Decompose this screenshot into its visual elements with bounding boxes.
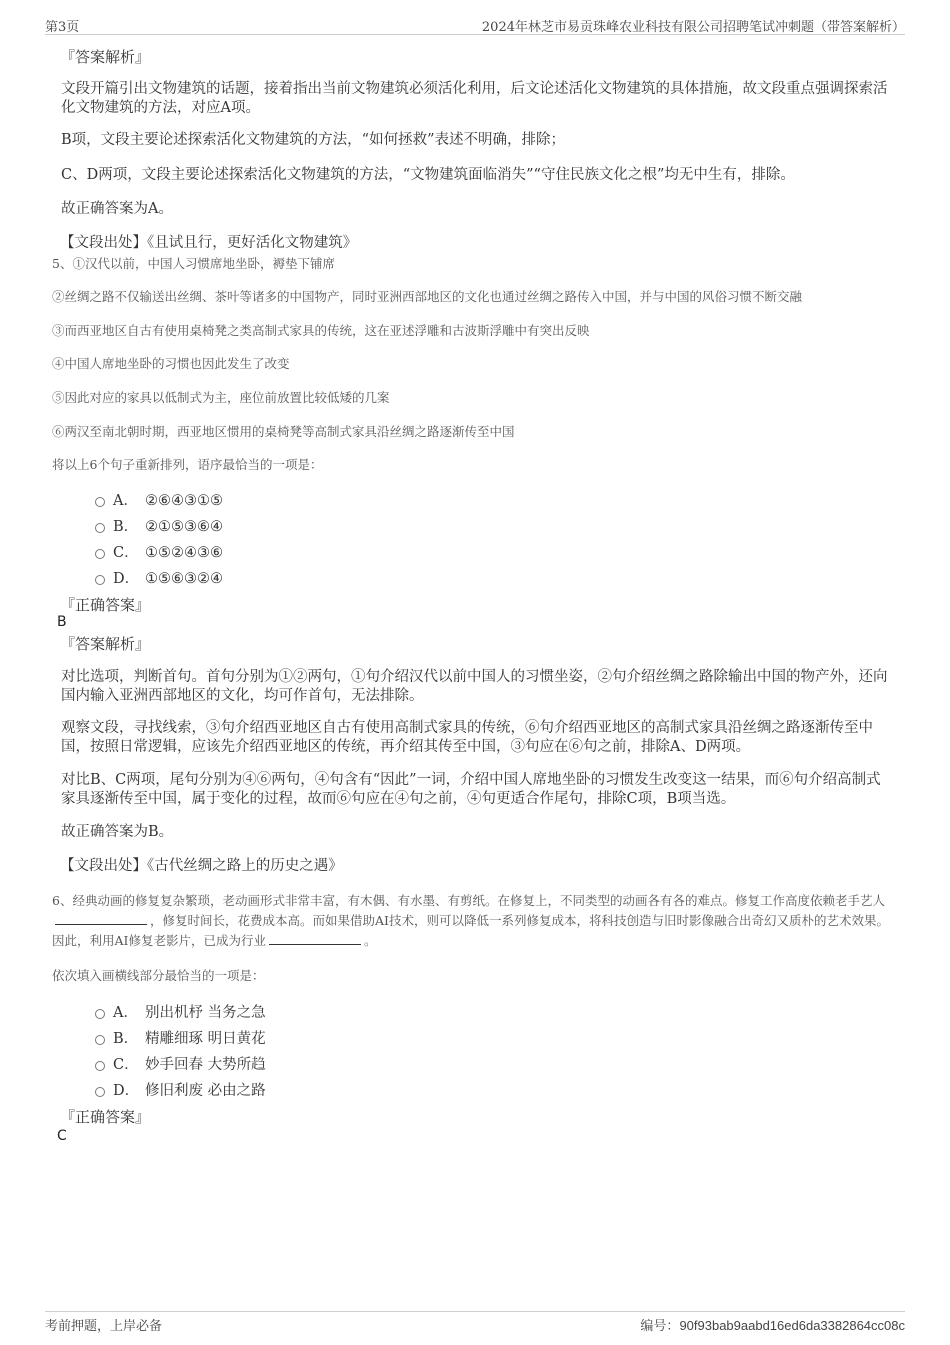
- radio-icon[interactable]: [95, 1061, 105, 1071]
- q5-sentence: ②丝绸之路不仅输送出丝绸、茶叶等诸多的中国物产，同时亚洲西部地区的文化也通过丝绸之路传入中国，并与中国的风俗习惯不断交融: [52, 289, 803, 304]
- q6-question-text: [52, 891, 897, 951]
- page-number: 第3页: [45, 20, 80, 35]
- option-letter: A．: [113, 493, 138, 509]
- q5-option-d[interactable]: [55, 568, 455, 594]
- option-letter: A．: [113, 1005, 138, 1021]
- q5-sentence: ④中国人席地坐卧的习惯也因此发生了改变: [52, 356, 290, 371]
- radio-icon[interactable]: [95, 523, 105, 533]
- q6-text-part: 。: [363, 933, 377, 948]
- option-letter: C．: [113, 1057, 139, 1073]
- q5-analysis-paragraph: 对比B、C两项，尾句分别为④⑥两句，④句含有“因此”一词，介绍中国人席地坐卧的习惯发生改变这一结果，而⑥句介绍高制式家具逐渐传至中国，属于变化的过程，故而⑥句应在④句之前，④句更适合作尾句，排除C项，B项当选。: [61, 772, 881, 807]
- footer-slogan: 考前押题，上岸必备: [45, 1319, 163, 1334]
- page-header: [45, 14, 905, 35]
- option-letter: B．: [113, 1031, 139, 1047]
- page-footer: [45, 1311, 905, 1336]
- q4-analysis-paragraph: C、D两项，文段主要论述探索活化文物建筑的方法，“文物建筑面临消失”“守住民族文化之根”均无中生有，排除。: [61, 167, 795, 183]
- q5-analysis-paragraph: 故正确答案为B。: [61, 824, 174, 840]
- q5-analysis-label: 『答案解析』: [60, 635, 151, 653]
- q5-source: 【文段出处】《古代丝绸之路上的历史之遇》: [60, 858, 343, 874]
- radio-icon[interactable]: [95, 575, 105, 585]
- radio-icon[interactable]: [95, 1087, 105, 1097]
- option-text: ②①⑤③⑥④: [145, 519, 223, 535]
- q4-analysis-label: 『答案解析』: [60, 48, 151, 66]
- document-title: 2024年林芝市易贡珠峰农业科技有限公司招聘笔试冲刺题（带答案解析）: [481, 20, 905, 35]
- q5-correct-label: 『正确答案』: [60, 596, 151, 614]
- fill-blank: [269, 932, 361, 945]
- q6-correct-answer: C: [57, 1128, 67, 1144]
- q6-option-b[interactable]: [55, 1028, 455, 1054]
- q5-sentence: ⑤因此对应的家具以低制式为主，座位前放置比较低矮的几案: [52, 390, 390, 405]
- radio-icon[interactable]: [95, 1009, 105, 1019]
- option-text: 妙手回春 大势所趋: [145, 1057, 266, 1073]
- q4-analysis-paragraph: 文段开篇引出文物建筑的话题，接着指出当前文物建筑必须活化利用，后文论述活化文物建筑的具体措施，故文段重点强调探索活化文物建筑的方法，对应A项。: [61, 81, 888, 116]
- radio-icon[interactable]: [95, 549, 105, 559]
- option-letter: D．: [113, 571, 140, 587]
- q5-correct-answer: B: [57, 614, 67, 630]
- q5-analysis-paragraph: 对比选项，判断首句。首句分别为①②两句，①句介绍汉代以前中国人的习惯坐姿，②句介绍丝绸之路除输出中国的物产外，还向国内输入亚洲西部地区的文化，均可作首句，无法排除。: [61, 669, 888, 704]
- option-text: 修旧利废 必由之路: [145, 1083, 266, 1099]
- q6-option-a[interactable]: [55, 1002, 455, 1028]
- q5-prompt: 将以上6个句子重新排列，语序最恰当的一项是：: [52, 457, 323, 472]
- q5-option-c[interactable]: [55, 542, 455, 568]
- q5-option-b[interactable]: [55, 516, 455, 542]
- q6-correct-label: 『正确答案』: [60, 1108, 151, 1126]
- serial-value: 90f93bab9aabd16ed6da3382864cc08c: [679, 1318, 905, 1333]
- q5-options: [55, 490, 455, 594]
- q6-option-c[interactable]: [55, 1054, 455, 1080]
- option-text: 别出机杼 当务之急: [145, 1005, 266, 1021]
- q4-source: 【文段出处】《且试且行，更好活化文物建筑》: [60, 235, 358, 251]
- option-letter: C．: [113, 545, 139, 561]
- serial-label: 编号：: [640, 1319, 680, 1334]
- q4-analysis-paragraph: B项，文段主要论述探索活化文物建筑的方法，“如何拯救”表述不明确，排除；: [61, 132, 565, 148]
- option-text: ②⑥④③①⑤: [145, 493, 223, 509]
- q6-text-part: ，修复时间长，花费成本高。而如果借助AI技术，则可以降低一系列修复成本，将科技创造与旧时影像融合出奇幻又质朴的艺术效果。因此，利用AI修复老影片，已成为行业: [52, 913, 889, 948]
- fill-blank: [55, 912, 147, 925]
- option-text: 精雕细琢 明日黄花: [145, 1031, 266, 1047]
- q6-option-d[interactable]: [55, 1080, 455, 1106]
- q5-option-a[interactable]: [55, 490, 455, 516]
- q6-prompt: 依次填入画横线部分最恰当的一项是：: [52, 968, 265, 983]
- q6-options: [55, 1002, 455, 1106]
- q6-text-part: 6、经典动画的修复复杂繁琐，老动画形式非常丰富，有木偶、有水墨、有剪纸。在修复上，不同类型的动画各有各的难点。修复工作高度依赖老手艺人: [52, 893, 885, 908]
- radio-icon[interactable]: [95, 1035, 105, 1045]
- q5-analysis-paragraph: 观察文段，寻找线索，③句介绍西亚地区自古有使用高制式家具的传统，⑥句介绍西亚地区的高制式家具沿丝绸之路逐渐传至中国，按照日常逻辑，应该先介绍西亚地区的传统，再介绍其传至中国，③句应在⑥句之前，排除A、D两项。: [61, 720, 873, 755]
- option-text: ①⑤⑥③②④: [145, 571, 223, 587]
- option-letter: B．: [113, 519, 139, 535]
- q5-sentence: 5、①汉代以前，中国人习惯席地坐卧，褥垫下铺席: [52, 256, 335, 271]
- q4-analysis-paragraph: 故正确答案为A。: [61, 201, 173, 217]
- footer-serial: [640, 1315, 905, 1334]
- radio-icon[interactable]: [95, 497, 105, 507]
- option-text: ①⑤②④③⑥: [145, 545, 223, 561]
- q5-sentence: ⑥两汉至南北朝时期，西亚地区惯用的桌椅凳等高制式家具沿丝绸之路逐渐传至中国: [52, 424, 515, 439]
- q5-sentence: ③而西亚地区自古有使用桌椅凳之类高制式家具的传统，这在亚述浮雕和古波斯浮雕中有突出反映: [52, 323, 590, 338]
- option-letter: D．: [113, 1083, 140, 1099]
